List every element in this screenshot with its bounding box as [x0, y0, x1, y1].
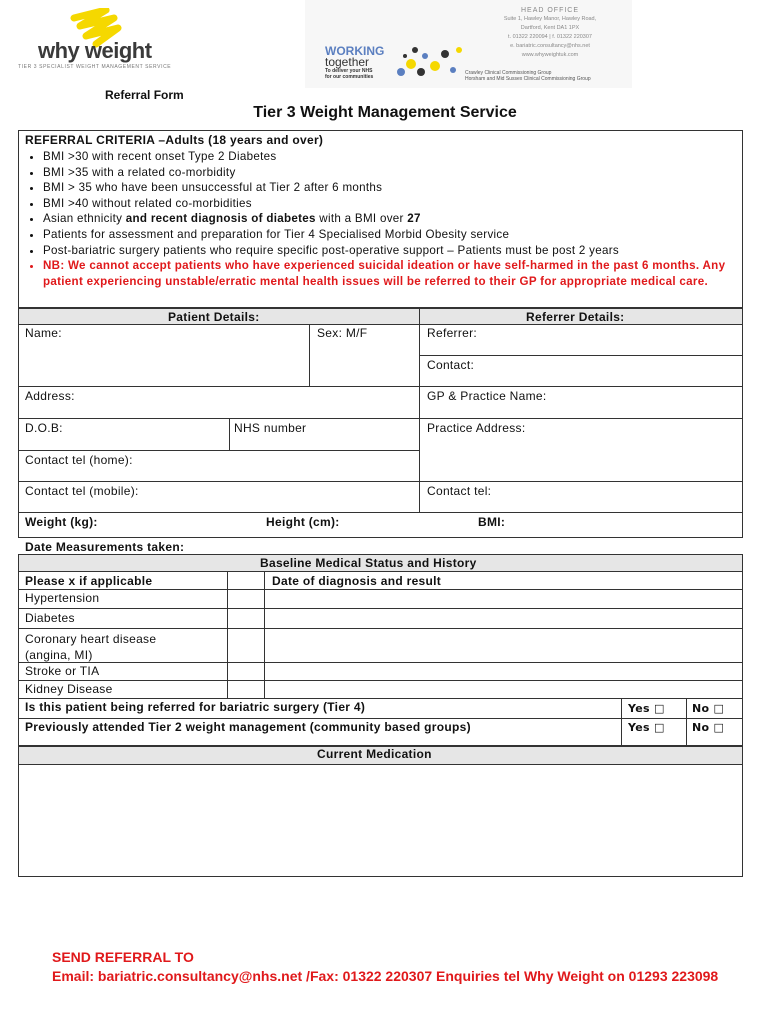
working-together-sub: To deliver your NHS for our communities: [325, 68, 374, 80]
condition-diabetes: Diabetes: [25, 611, 75, 625]
criteria-title: REFERRAL CRITERIA –Adults (18 years and over): [25, 133, 324, 147]
tier2-no-checkbox[interactable]: No □: [692, 721, 725, 734]
send-referral-heading: SEND REFERRAL TO: [52, 949, 194, 965]
head-office-address: HEAD OFFICE Suite 1, Hawley Manor, Hawley Road, Dartford, Kent DA1 1PX t. 01322 220094 | f. 01322 220307 e. bariatric.consultancy@nhs.net www.whyweightuk.com: [503, 7, 597, 58]
question-tier2: Previously attended Tier 2 weight management (community based groups): [25, 720, 471, 734]
criteria-item: • BMI >30 with recent onset Type 2 Diabetes: [43, 149, 736, 165]
send-referral-contact: Email: bariatric.consultancy@nhs.net /Fax: 01322 220307 Enquiries tel Why Weight on 01293 223098: [52, 968, 719, 984]
condition-chd-detail: (angina, MI): [25, 648, 93, 662]
details-table: [18, 308, 743, 538]
criteria-item: • BMI >40 without related co-morbidities: [43, 196, 736, 212]
criteria-item: • BMI > 35 who have been unsuccessful at Tier 2 after 6 months: [43, 180, 736, 196]
contact-tel-field[interactable]: Contact tel:: [427, 484, 492, 498]
logo-tagline: TIER 3 SPECIALIST WEIGHT MANAGEMENT SERVICE: [18, 64, 172, 70]
condition-chd: Coronary heart disease: [25, 632, 157, 646]
dob-field[interactable]: D.O.B:: [25, 421, 63, 435]
col-please-x: Please x if applicable: [25, 574, 153, 588]
logo-wordmark: why weight: [38, 38, 152, 63]
address-field[interactable]: Address:: [25, 389, 75, 403]
condition-kidney: Kidney Disease: [25, 682, 113, 696]
weight-field[interactable]: Weight (kg):: [25, 515, 98, 529]
criteria-item: • Post-bariatric surgery patients who require specific post-operative support – Patients must be post 2 years: [43, 243, 736, 259]
medical-header: Baseline Medical Status and History: [260, 556, 477, 570]
dots-graphic-icon: [393, 42, 468, 82]
criteria-item: • BMI >35 with a related co-morbidity: [43, 165, 736, 181]
referrer-details-header: Referrer Details:: [526, 310, 625, 324]
sex-field[interactable]: Sex: M/F: [317, 326, 368, 340]
ccg-names: Crawley Clinical Commissioning Group Horsham and Mid Sussex Clinical Commissioning Group: [465, 70, 591, 82]
referrer-field[interactable]: Referrer:: [427, 326, 478, 340]
question-bariatric: Is this patient being referred for bariatric surgery (Tier 4): [25, 700, 366, 714]
bmi-field[interactable]: BMI:: [478, 515, 506, 529]
bariatric-no-checkbox[interactable]: No □: [692, 702, 725, 715]
col-date-diagnosis: Date of diagnosis and result: [272, 574, 442, 588]
why-weight-logo: [18, 8, 178, 70]
practice-address-field[interactable]: Practice Address:: [427, 421, 526, 435]
criteria-item: • Patients for assessment and preparation for Tier 4 Specialised Morbid Obesity service: [43, 227, 736, 243]
page-title: Tier 3 Weight Management Service: [253, 104, 517, 121]
criteria-list: [25, 149, 736, 289]
condition-hypertension: Hypertension: [25, 591, 100, 605]
tel-home-field[interactable]: Contact tel (home):: [25, 453, 133, 467]
medication-box[interactable]: [18, 746, 743, 877]
name-field[interactable]: Name:: [25, 326, 62, 340]
patient-details-header: Patient Details:: [168, 310, 260, 324]
tier2-yes-checkbox[interactable]: Yes □: [628, 721, 665, 734]
referral-criteria-box: [18, 130, 743, 308]
tel-mobile-field[interactable]: Contact tel (mobile):: [25, 484, 139, 498]
criteria-nb-warning: • NB: We cannot accept patients who have experienced suicidal ideation or have self-harmed in the past 6 months. Any patient experiencing unstable/erratic mental health issues will be referred to their GP for appropriate medical care.: [43, 258, 736, 289]
details-header-bg: [19, 309, 742, 324]
condition-stroke: Stroke or TIA: [25, 664, 100, 678]
bariatric-yes-checkbox[interactable]: Yes □: [628, 702, 665, 715]
criteria-item-asian: • Asian ethnicity and recent diagnosis of diabetes with a BMI over 27: [43, 211, 736, 227]
height-field[interactable]: Height (cm):: [266, 515, 340, 529]
referral-form-label: Referral Form: [105, 88, 184, 102]
working-together-logo: WORKING together: [325, 44, 385, 69]
gp-practice-field[interactable]: GP & Practice Name:: [427, 389, 547, 403]
date-measurements-field[interactable]: Date Measurements taken:: [25, 540, 185, 554]
contact-field[interactable]: Contact:: [427, 358, 475, 372]
header-partner-panel: [305, 0, 632, 88]
medication-header: Current Medication: [317, 747, 432, 761]
nhs-number-field[interactable]: NHS number: [234, 421, 307, 435]
